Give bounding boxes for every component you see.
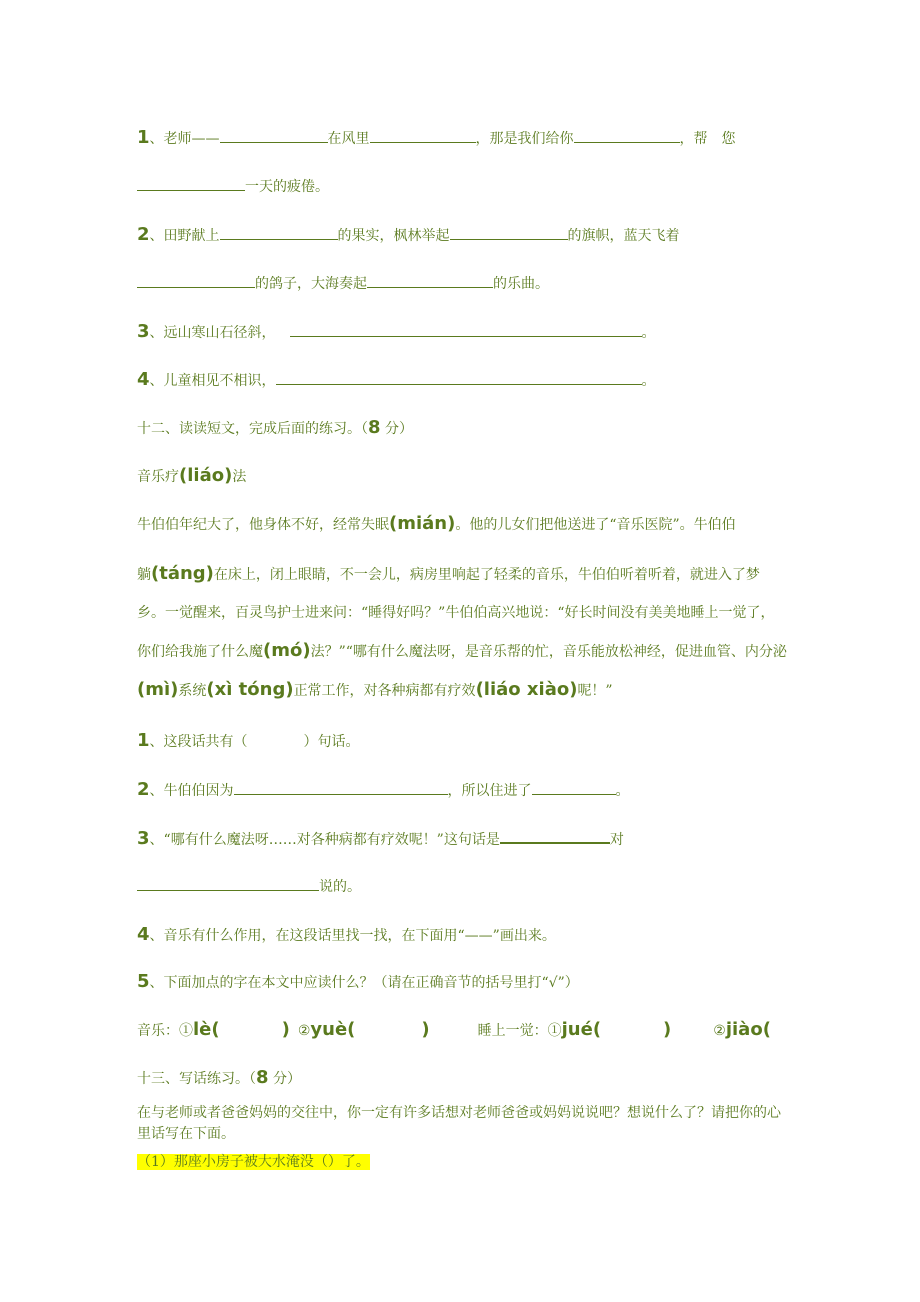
highlighted-sentence-text: （1）那座小房子被大水淹没（）了。 (137, 1154, 370, 1170)
answer-blank[interactable] (450, 225, 568, 240)
item-number: 1 (137, 127, 150, 148)
item-number: 3 (137, 321, 150, 342)
q11-item3-text-b: 。 (641, 325, 656, 341)
q11-item4 (137, 370, 656, 391)
q11-item1-line1 (137, 128, 736, 149)
passage-text: 法？”“哪有什么魔法呀，是音乐帮的忙，音乐能放松神经，促进血管、内分泌 (310, 644, 787, 660)
s12-q3-line2 (137, 876, 361, 897)
item-number: 4 (137, 369, 150, 390)
passage-text: 在床上，闭上眼睛，不一会儿，病房里响起了轻柔的音乐，牛伯伯听着听着，就进入了梦乡。一觉醒来，百灵鸟护士进来问：“睡得好吗？”牛伯伯高兴地说：“好长时间没有美美地睡上一觉了，你们给我施了什么魔 (137, 567, 775, 660)
option-close: ) (421, 1019, 430, 1040)
option-group-label: 睡上一觉： (477, 1023, 548, 1039)
q11-item4-text-a: 、儿童相见不相识， (149, 373, 276, 389)
section-12-heading-text: 十二、读读短文，完成后面的练习。（ (137, 421, 368, 437)
option-marker: ① (547, 1023, 562, 1039)
option-marker: ② (297, 1023, 311, 1039)
answer-blank[interactable] (220, 128, 328, 143)
answer-blank[interactable] (290, 322, 642, 337)
question-number: 3 (137, 828, 150, 849)
passage-text: 躺 (137, 567, 151, 583)
question-number: 1 (137, 730, 150, 751)
pinyin-annotation: (liáo xiào) (475, 679, 578, 700)
pinyin-annotation: (liáo) (179, 465, 233, 486)
question-number: 5 (137, 971, 150, 992)
q11-item2-line1 (137, 225, 680, 246)
question-text: 说的。 (319, 879, 361, 895)
highlighted-sentence (137, 1152, 370, 1172)
passage-text: 牛伯伯年纪大了，他身体不好，经常失眠 (137, 517, 389, 533)
q11-item3-text-a: 、远山寒山石径斜， (149, 325, 276, 341)
q11-item1-text-b: 在风里 (327, 131, 370, 147)
pinyin-annotation: (táng) (151, 563, 214, 584)
q11-item2-text-e: 的乐曲。 (493, 276, 549, 292)
q11-item2-text-b: 的果实，枫林举起 (337, 228, 450, 244)
option-close: ) (663, 1019, 672, 1040)
passage-title (137, 466, 246, 487)
q11-item1-line2 (137, 176, 329, 197)
passage-title-text: 音乐疗 (137, 469, 179, 485)
question-text: 。 (615, 783, 630, 799)
s12-q5 (137, 972, 579, 993)
question-text: ）句话。 (303, 734, 360, 750)
pinyin-annotation: (mì) (137, 679, 179, 700)
q11-item2-text-c: 的旗帜，蓝天飞着 (567, 228, 680, 244)
answer-blank[interactable] (137, 876, 319, 891)
passage-title-suffix: 法 (232, 469, 247, 485)
section-13-score: 8 (256, 1067, 269, 1088)
answer-blank[interactable] (500, 828, 610, 844)
pinyin-annotation: (mián) (389, 513, 456, 534)
q11-item2-text-d: 的鸽子，大海奏起 (255, 276, 367, 292)
question-number: 2 (137, 779, 150, 800)
answer-blank[interactable] (137, 273, 255, 288)
q11-item4-text-b: 。 (641, 373, 656, 389)
option-group-label: 音乐： (137, 1023, 179, 1039)
option-pinyin: lè( (193, 1019, 220, 1040)
question-text: 、音乐有什么作用，在这段话里找一找，在下面用“——”画出来。 (149, 928, 556, 944)
question-text: 对 (609, 832, 624, 848)
option-marker: ② (713, 1023, 726, 1039)
option-pinyin: yuè( (310, 1019, 356, 1040)
section-13-heading-text: 十三、写话练习。（ (137, 1071, 256, 1087)
section-13-heading-suffix: 分） (268, 1071, 301, 1087)
s12-q1 (137, 731, 360, 752)
answer-blank[interactable] (276, 370, 642, 385)
section-12-heading-suffix: 分） (380, 421, 413, 437)
question-text: 、牛伯伯因为 (149, 783, 234, 799)
answer-blank[interactable] (234, 780, 448, 795)
answer-blank[interactable] (137, 176, 245, 191)
section-13-heading (137, 1068, 301, 1089)
answer-blank[interactable] (574, 128, 680, 143)
option-close: ) (281, 1019, 290, 1040)
answer-blank[interactable] (532, 780, 616, 795)
passage-line-1 (137, 514, 736, 535)
q11-item3 (137, 322, 656, 343)
s12-q2 (137, 780, 630, 801)
section-12-heading (137, 418, 413, 439)
pinyin-annotation: (xì tóng) (206, 679, 294, 700)
question-text: 、这段话共有（ (149, 734, 248, 750)
passage-text: 系统 (178, 683, 207, 699)
passage-text: 呢！” (577, 683, 613, 699)
question-text: ，所以住进了 (447, 783, 532, 799)
q11-item1-text-a: 、老师—— (149, 131, 220, 147)
q11-item2-text-a: 、田野献上 (149, 228, 220, 244)
option-pinyin: jué( (561, 1019, 602, 1040)
passage-paragraph (137, 555, 787, 710)
q11-item1-text-c: ，那是我们给你 (475, 131, 574, 147)
item-number: 2 (137, 224, 150, 245)
q11-item1-text-e: 一天的疲倦。 (245, 179, 329, 195)
passage-text: 正常工作，对各种病都有疗效 (293, 683, 476, 699)
answer-blank[interactable] (220, 225, 338, 240)
option-marker: ① (179, 1023, 193, 1039)
q11-item2-line2 (137, 273, 549, 294)
section-13-prompt: 在与老师或者爸爸妈妈的交往中，你一定有许多话想对老师爸爸或妈妈说说吧？想说什么了？请把你的心里话写在下面。 (137, 1105, 781, 1142)
s12-q3-line1 (137, 828, 624, 850)
pinyin-annotation: (mó) (263, 640, 311, 661)
s12-q5-options (137, 1020, 771, 1041)
s12-q4 (137, 925, 556, 946)
q11-item1-text-d: ，帮 您 (679, 131, 736, 147)
question-text: 、下面加点的字在本文中应读什么？（请在正确音节的括号里打“√”） (149, 975, 579, 991)
answer-blank[interactable] (367, 273, 493, 288)
option-pinyin: jiào( (725, 1019, 771, 1040)
question-number: 4 (137, 924, 150, 945)
section-12-score: 8 (368, 417, 381, 438)
question-text: 、“哪有什么魔法呀……对各种病都有疗效呢！”这句话是 (149, 832, 500, 848)
passage-text: 。他的儿女们把他送进了“音乐医院”。牛伯伯 (455, 517, 736, 533)
answer-blank[interactable] (370, 128, 476, 143)
